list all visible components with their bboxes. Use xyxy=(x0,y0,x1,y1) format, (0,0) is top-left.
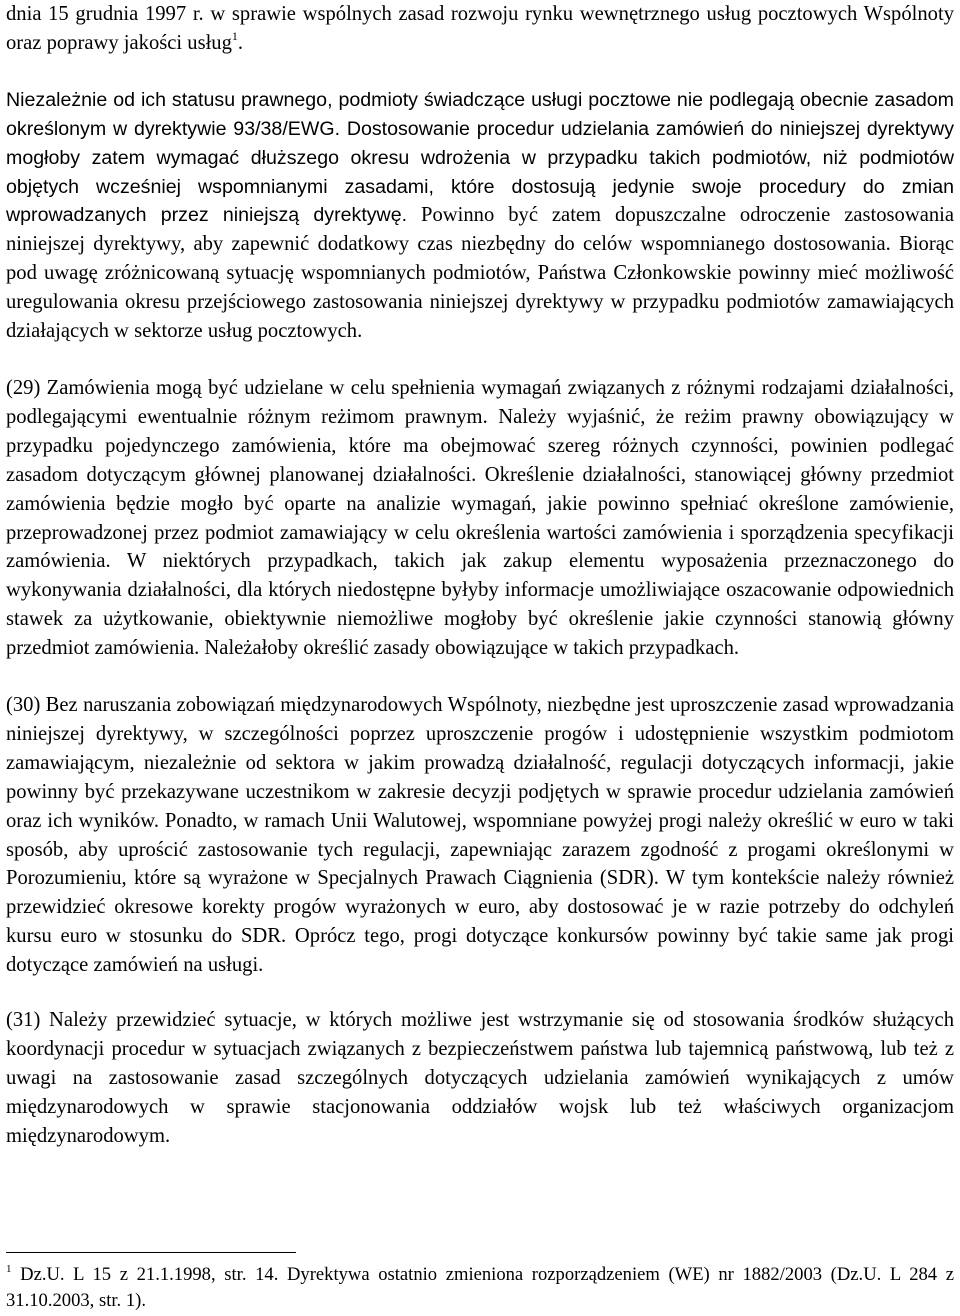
paragraph-spacer xyxy=(6,346,954,374)
footnote-text: Dz.U. L 15 z 21.1.1998, str. 14. Dyrektywa ostatnio zmieniona rozporządzeniem (WE) nr 1882/2003 (Dz.U. L 284 z 31.10.2003, str. 1). xyxy=(6,1264,954,1311)
paragraph-spacer xyxy=(6,58,954,86)
paragraph-spacer xyxy=(6,980,954,1006)
footnote xyxy=(6,1262,954,1314)
postal-text-sans: Niezależnie od ich statusu prawnego, podmioty świadczące usługi pocztowe nie podlegają obecnie zasadom określonym w dyrektywie 93/38/EWG. Dostosowanie procedur udzielania zamówień do niniejszej dyrektywy mogłoby zatem wymagać dłuższego okresu wdrożenia w przypadku takich podmiotów, niż podmiotów objętych wcześniej wspomnianymi zasadami, które dostosują jedynie swoje procedury do zmian wprowadzanych przez niniejszą dyrektywę. xyxy=(6,88,954,227)
document-page xyxy=(6,0,954,1151)
intro-text: dnia 15 grudnia 1997 r. w sprawie wspólnych zasad rozwoju rynku wewnętrznego usług pocztowych Wspólnoty oraz poprawy jakości usług xyxy=(6,3,954,54)
paragraph-31: (31) Należy przewidzieć sytuacje, w których możliwe jest wstrzymanie się od stosowania środków służących koordynacji procedur w sytuacjach związanych z bezpieczeństwem państwa lub tajemnicą państwową, lub też z uwagi na zastosowanie zasad szczególnych dotyczących udzielania zamówień wynikających z umów międzynarodowych w sprawie stacjonowania oddziałów wojsk lub też właściwych organizacjom międzynarodowym. xyxy=(6,1009,954,1147)
paragraph-30: (30) Bez naruszania zobowiązań międzynarodowych Wspólnoty, niezbędne jest uproszczenie zasad wprowadzania niniejszej dyrektywy, w szczególności poprzez uproszczenie progów i udostępnienie wszystkim podmiotom zamawiającym, niezależnie od sektora w jakim prowadzą działalność, regulacji dotyczących informacji, jakie powinny być przekazywane uczestnikom w zakresie decyzji podjętych w sprawie procedur udzielania zamówień oraz ich wyników. Ponadto, w ramach Unii Walutowej, wspomniane powyżej progi należy określić w euro w taki sposób, aby uprościć zastosowanie tych regulacji, zapewniając zarazem zgodność z progami określonymi w Porozumieniu, które są wyrażone w Specjalnych Prawach Ciągnienia (SDR). W tym kontekście należy również przewidzieć okresowe korekty progów wyrażonych w euro, aby dostosować je w razie potrzeby do odchyleń kursu euro w stosunku do SDR. Oprócz tego, progi dotyczące konkursów powinny być takie same jak progi dotyczące zamówień na usługi. xyxy=(6,694,954,977)
footnote-reference: 1 xyxy=(231,28,238,43)
footnote-separator xyxy=(6,1252,296,1253)
paragraph-postal-services xyxy=(6,86,954,346)
paragraph-spacer xyxy=(6,663,954,691)
footnote-marker: 1 xyxy=(6,1263,12,1275)
intro-paragraph xyxy=(6,0,954,58)
paragraph-29: (29) Zamówienia mogą być udzielane w celu spełnienia wymagań związanych z różnymi rodzajami działalności, podlegającymi ewentualnie różnym reżimom prawnym. Należy wyjaśnić, że reżim prawny obowiązujący w przypadku pojedynczego zamówienia, które ma obejmować szereg różnych czynności, powinien podlegać zasadom dotyczącym głównej planowanej działalności. Określenie działalności, stanowiącej główny przedmiot zamówienia będzie mogło być oparte na analizie wymagań, jakie powinno spełniać określone zamówienie, przeprowadzonej przez podmiot zamawiający w celu określenia wartości zamówienia i sporządzenia specyfikacji zamówienia. W niektórych przypadkach, takich jak zakup elementu wyposażenia przeznaczonego do wykonywania działalności, dla których niedostępne byłyby informacje umożliwiające oszacowanie odpowiednich stawek za użytkowanie, obiektywnie niemożliwe mogłoby być określenie jakie czynności stanowią główny przedmiot zamówienia. Należałoby określić zasady obowiązujące w takich przypadkach. xyxy=(6,376,954,660)
postal-text-serif: Powinno być zatem dopuszczalne odroczenie zastosowania niniejszej dyrektywy, aby zapewnić dodatkowy czas niezbędny do celów wspomnianego dostosowania. Biorąc pod uwagę zróżnicowaną sytuację wspomnianych podmiotów, Państwa Członkowskie powinny mieć możliwość uregulowania okresu przejściowego zastosowania niniejszej dyrektywy w przypadku podmiotów zamawiających działających w sektorze usług pocztowych. xyxy=(6,204,954,343)
intro-end: . xyxy=(237,31,244,54)
